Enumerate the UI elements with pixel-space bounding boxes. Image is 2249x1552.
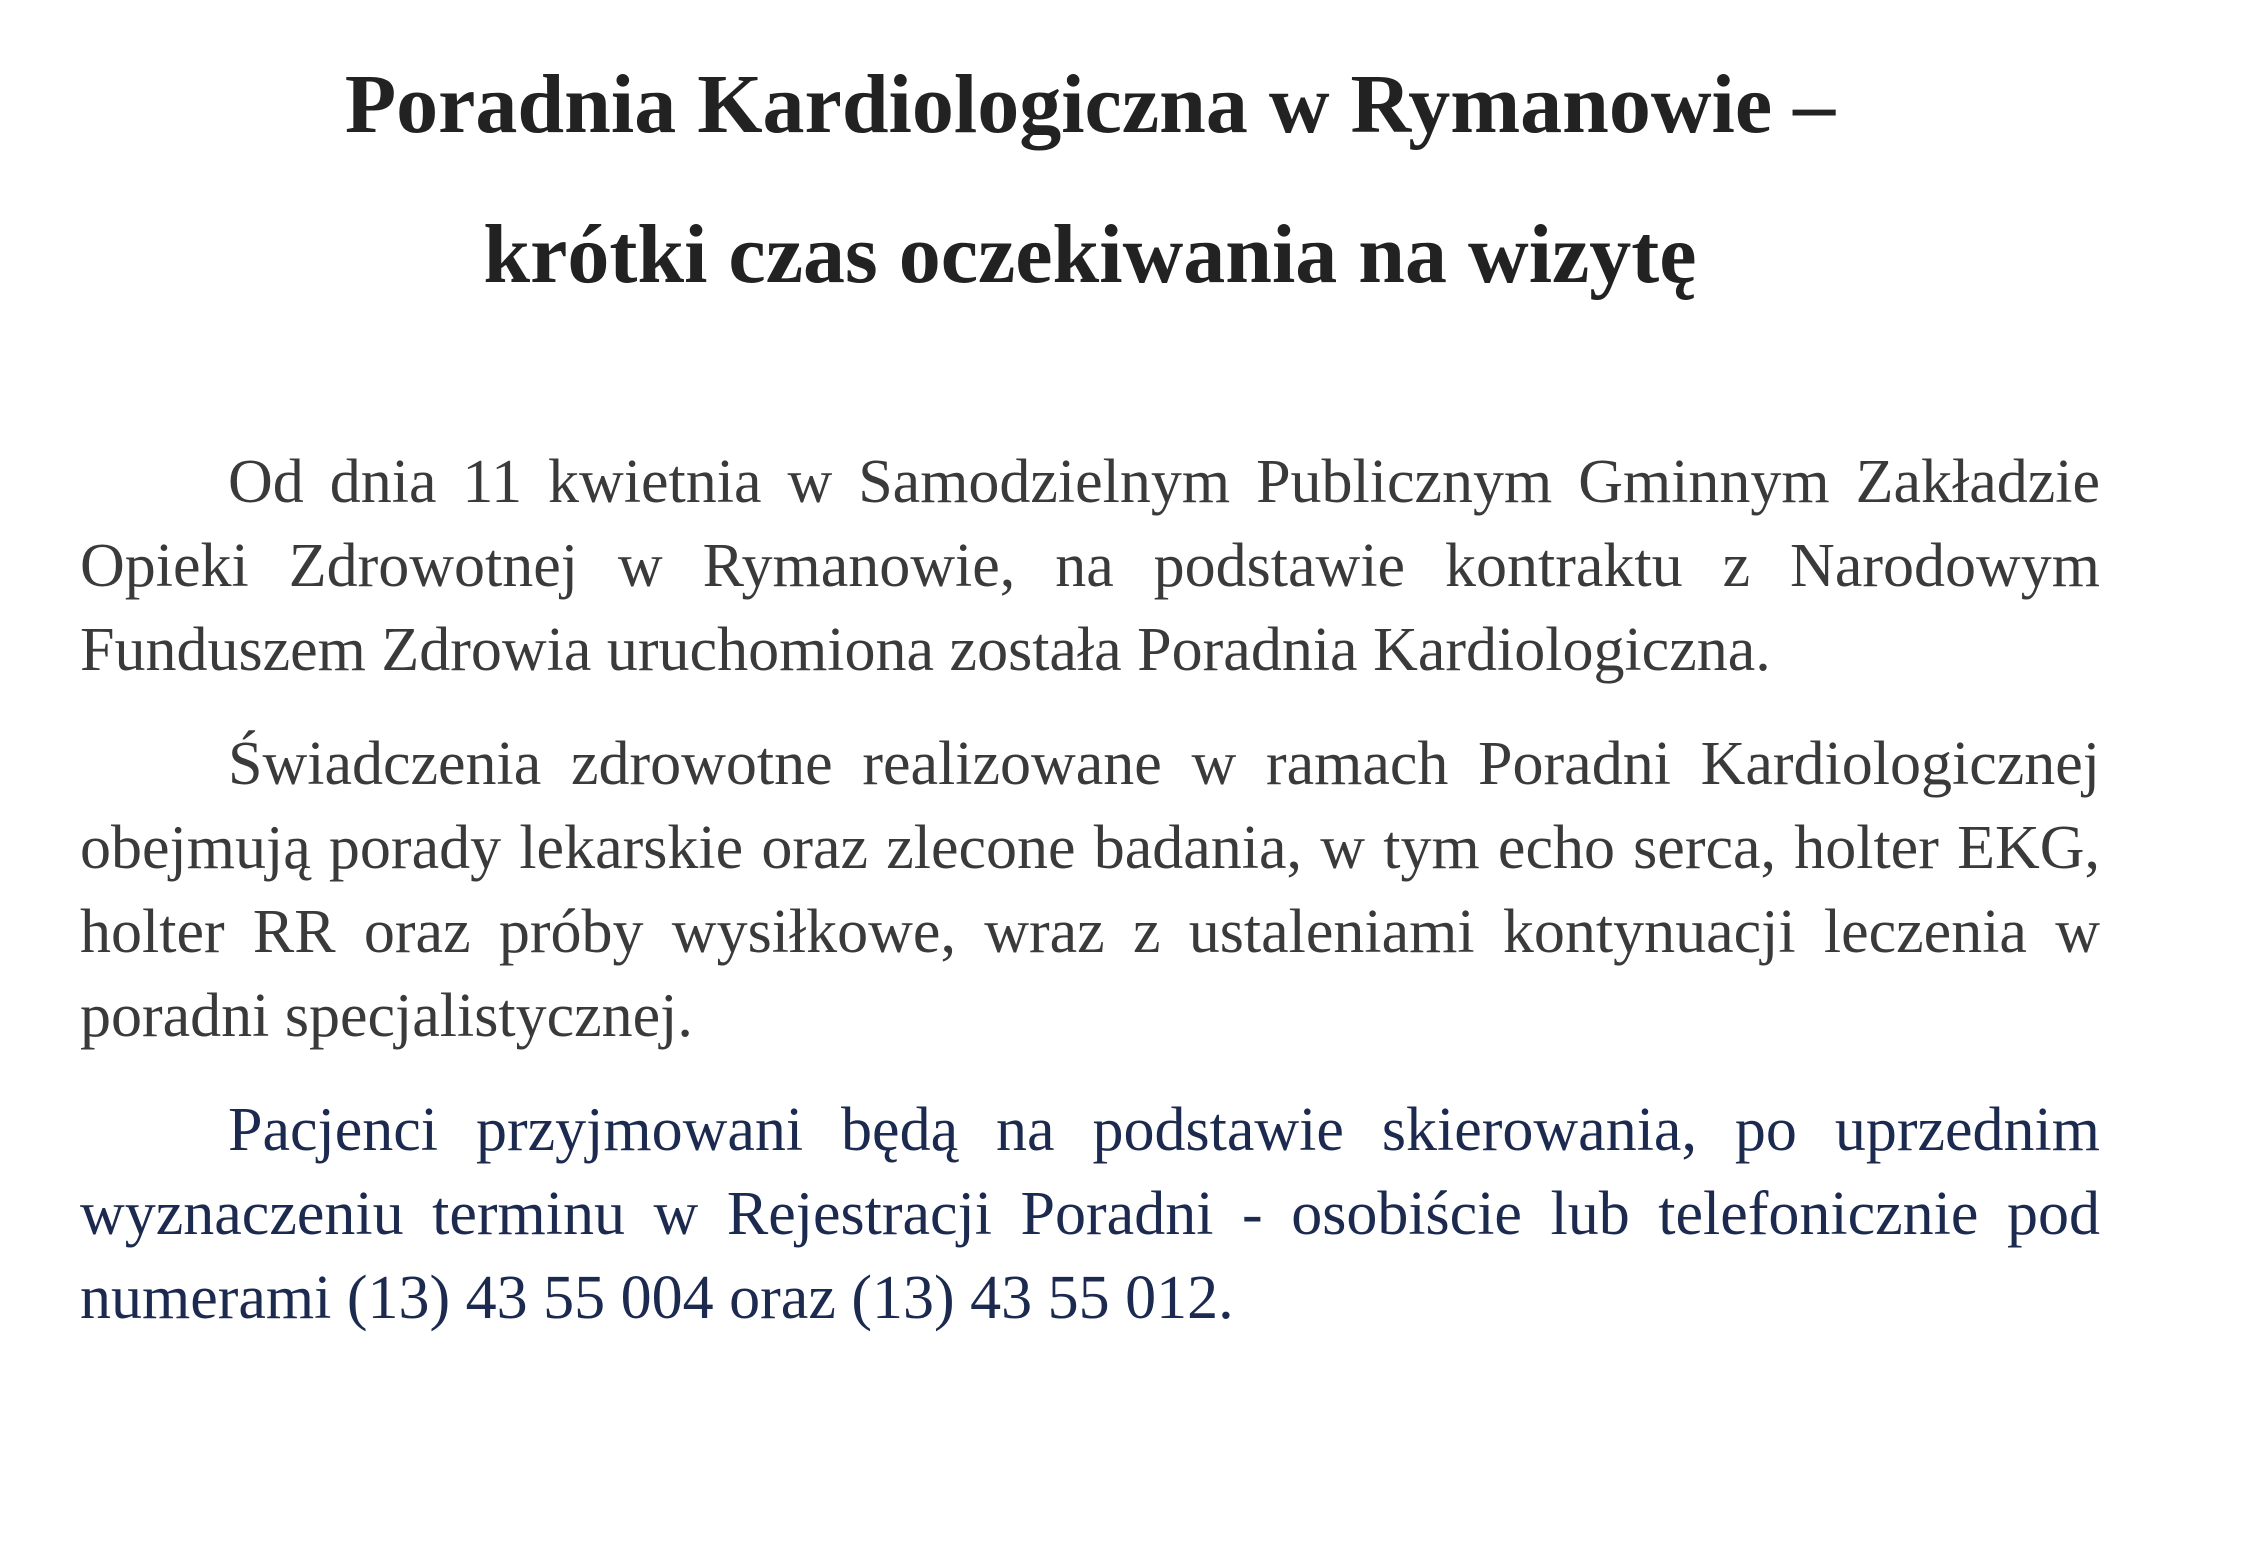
intro-paragraph: Od dnia 11 kwietnia w Samodzielnym Publicznym Gminnym Zakładzie Opieki Zdrowotnej w Rymanowie, na podstawie kontraktu z Narodowym Funduszem Zdrowia uruchomiona została Poradnia Kardiologiczna. xyxy=(80,448,2100,684)
document-page xyxy=(80,30,2100,1370)
registration-paragraph: Pacjenci przyjmowani będą na podstawie skierowania, po uprzednim wyznaczeniu terminu w Rejestracji Poradni - osobiście lub telefonicznie pod numerami (13) 43 55 004 oraz (13) 43 55 012. xyxy=(80,1096,2100,1332)
page-title-line-2: krótki czas oczekiwania na wizytę xyxy=(483,208,1697,301)
page-title-line-1: Poradnia Kardiologiczna w Rymanowie – xyxy=(344,58,1836,151)
services-paragraph: Świadczenia zdrowotne realizowane w ramach Poradni Kardiologicznej obejmują porady lekarskie oraz zlecone badania, w tym echo serca, holter EKG, holter RR oraz próby wysiłkowe, wraz z ustaleniami kontynuacji leczenia w poradni specjalistycznej. xyxy=(80,730,2100,1050)
document-body xyxy=(80,440,2100,1340)
page-title xyxy=(80,30,2100,330)
